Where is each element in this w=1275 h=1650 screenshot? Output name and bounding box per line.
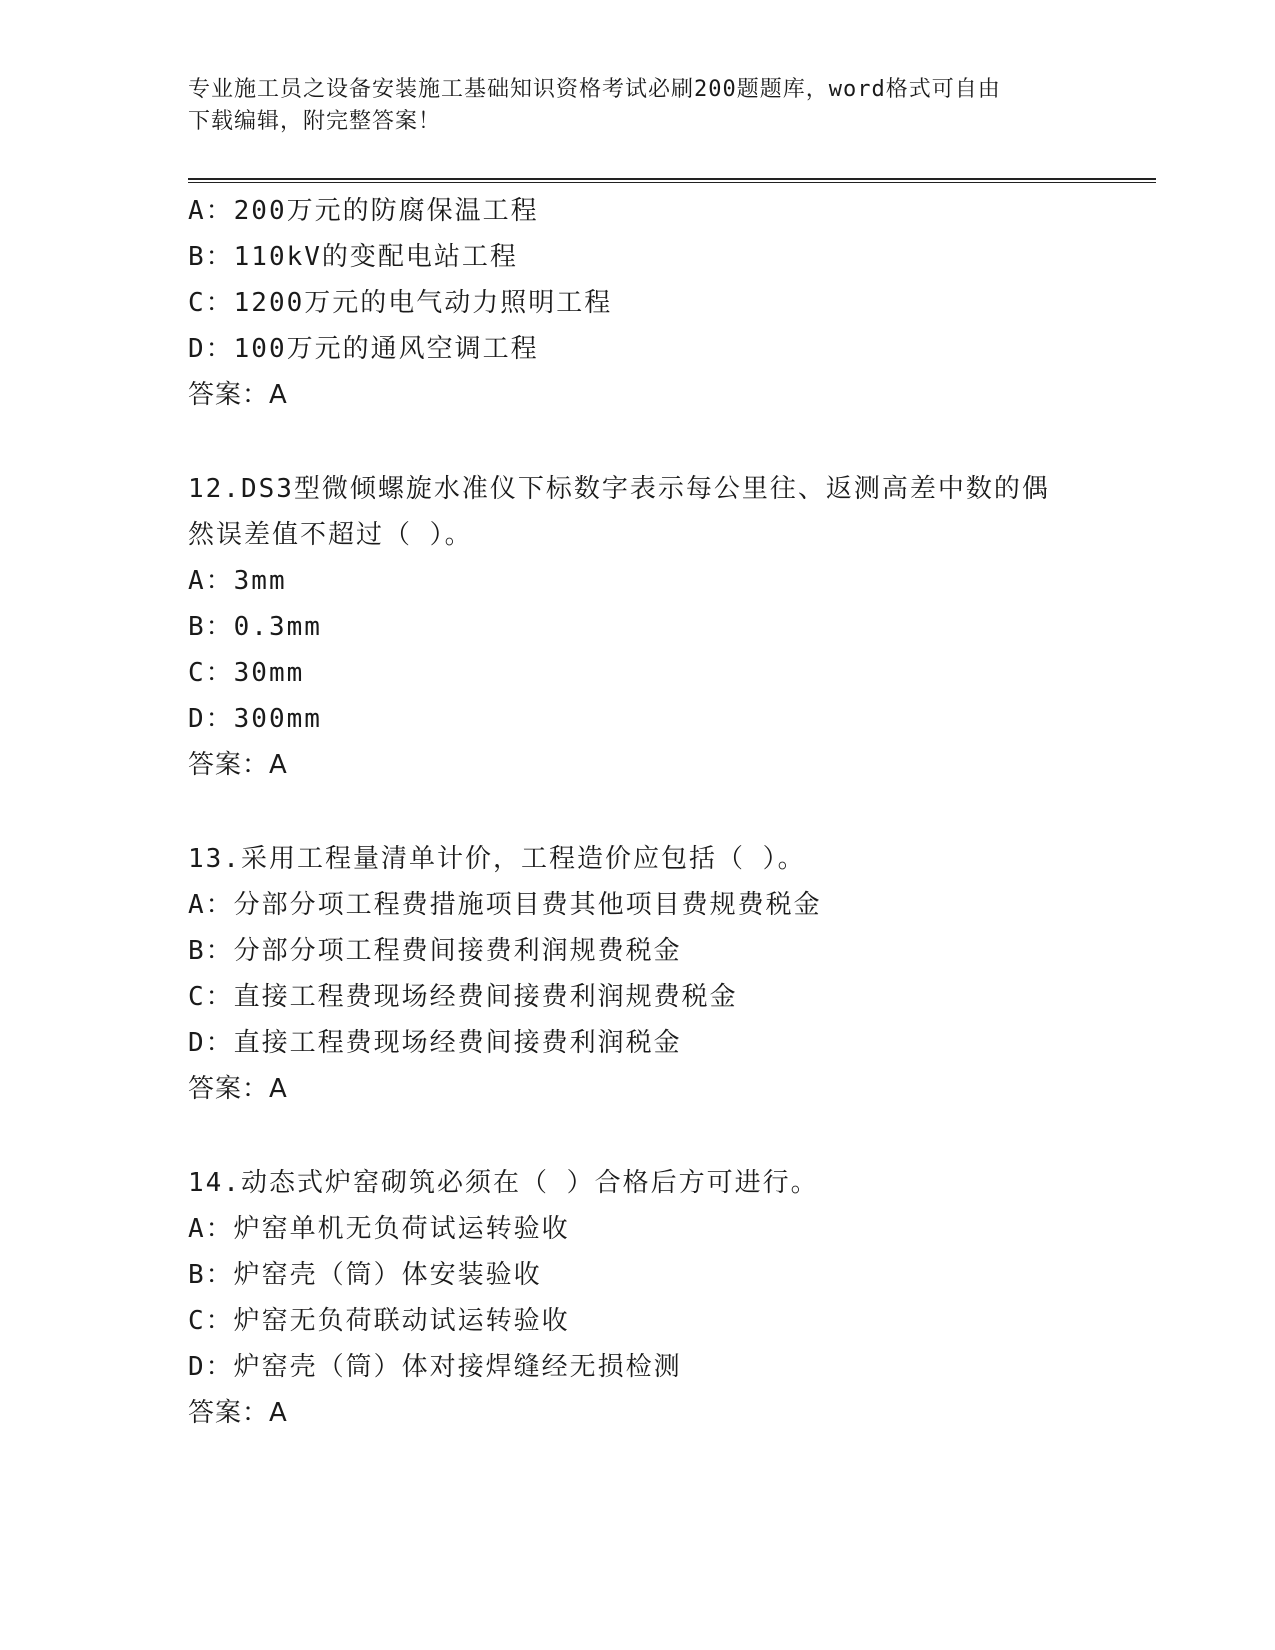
option-c: C：直接工程费现场经费间接费利润规费税金 <box>188 982 738 1012</box>
question-13 <box>188 836 1108 1112</box>
question-stem: 13.采用工程量清单计价，工程造价应包括（ ）。 <box>188 844 806 874</box>
header-title-line-2: 下载编辑，附完整答案！ <box>188 109 442 134</box>
question-stem: 14.动态式炉窑砌筑必须在（ ）合格后方可进行。 <box>188 1168 819 1198</box>
question-14 <box>188 1160 1108 1436</box>
question-12 <box>188 466 1108 788</box>
question-11 <box>188 188 1108 418</box>
spacer <box>188 418 1108 466</box>
option-d: D：100万元的通风空调工程 <box>188 334 539 364</box>
option-c: C：炉窑无负荷联动试运转验收 <box>188 1306 570 1336</box>
question-stem-line-2: 然误差值不超过（ ）。 <box>188 520 473 550</box>
spacer <box>188 788 1108 836</box>
option-a: A：200万元的防腐保温工程 <box>188 196 539 226</box>
page-header <box>188 74 1088 138</box>
option-a: A：炉窑单机无负荷试运转验收 <box>188 1214 570 1244</box>
option-d: D：300mm <box>188 704 322 734</box>
question-list <box>188 188 1108 1436</box>
option-b: B：0.3mm <box>188 612 322 642</box>
option-c: C：30mm <box>188 658 305 688</box>
answer: 答案：A <box>188 750 288 780</box>
question-stem-line-1: 12.DS3型微倾螺旋水准仪下标数字表示每公里往、返测高差中数的偶 <box>188 474 1050 504</box>
option-c: C：1200万元的电气动力照明工程 <box>188 288 613 318</box>
answer: 答案：A <box>188 380 288 410</box>
option-a: A：3mm <box>188 566 287 596</box>
option-d: D：炉窑壳（筒）体对接焊缝经无损检测 <box>188 1352 682 1382</box>
answer: 答案：A <box>188 1074 288 1104</box>
option-b: B：分部分项工程费间接费利润规费税金 <box>188 936 682 966</box>
option-b: B：炉窑壳（筒）体安装验收 <box>188 1260 542 1290</box>
option-a: A：分部分项工程费措施项目费其他项目费规费税金 <box>188 890 822 920</box>
header-title-line-1: 专业施工员之设备安装施工基础知识资格考试必刷200题题库，word格式可自由 <box>188 77 1001 102</box>
answer: 答案：A <box>188 1398 288 1428</box>
option-b: B：110kV的变配电站工程 <box>188 242 518 272</box>
header-divider <box>188 178 1156 183</box>
option-d: D：直接工程费现场经费间接费利润税金 <box>188 1028 682 1058</box>
spacer <box>188 1112 1108 1160</box>
